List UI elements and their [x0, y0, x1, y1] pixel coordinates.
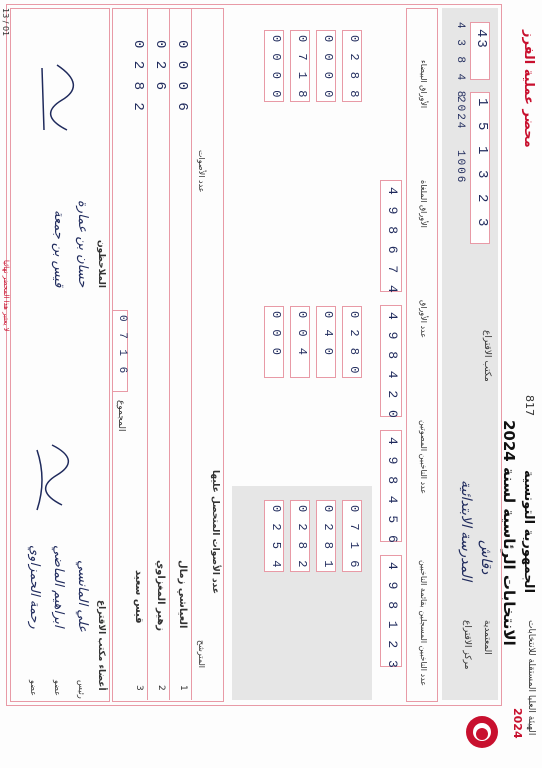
val-n: 0 2 5 4	[269, 505, 283, 570]
candidates-label: المترشح	[197, 640, 206, 668]
member-1-role: رئيس	[77, 680, 86, 699]
page-id: 13 / 01	[1, 8, 10, 37]
sub-header: الهيئة العليا المستقلة للانتخابات	[526, 620, 536, 736]
col-header-3: عدد الأوراق	[419, 300, 428, 339]
val-g: 0 7 1 6	[347, 505, 361, 570]
center-value: المدرسة الابتدائية	[458, 480, 474, 581]
val-i-box	[290, 500, 310, 572]
col-header-1: عدد الناخبين المسجلين بقائمة الناخبين	[419, 560, 428, 687]
candidate-1-num: 1	[178, 685, 188, 691]
voters-box	[380, 430, 402, 545]
val-b: 4 9 8 6 7 4	[385, 187, 400, 295]
delegation-value: دقاش	[478, 540, 494, 575]
code-id2: 1006	[454, 150, 466, 185]
col-header-4: الأوراق الملغاة	[419, 180, 428, 228]
registered-box	[380, 555, 402, 670]
val-e: 0 0 4	[295, 311, 309, 358]
member-3-name: رحمة الحمزاوي	[27, 545, 42, 629]
candidate-2-num: 2	[156, 685, 166, 691]
observer-2-name: قيس بن جمعة	[51, 210, 66, 288]
val-f: 0 0 0	[269, 311, 283, 358]
val-c-box	[342, 306, 362, 378]
candidate-1-votes: 0 0 0 6	[174, 40, 190, 113]
val-m: 0 0 0 0	[269, 35, 283, 100]
val-j-box	[342, 30, 362, 102]
election-title: الانتخابات الرئاسية لسنة 2024	[500, 420, 518, 646]
candidate-2-name: زهير المغزاوي	[155, 560, 166, 632]
country-title: الجمهورية التونسية	[521, 470, 536, 594]
code-id: 2024	[454, 96, 466, 131]
signature-observer-icon	[22, 60, 92, 140]
code-cell-6: 3	[474, 218, 490, 229]
val-b-box	[380, 180, 402, 295]
val-i: 0 2 8 2	[295, 505, 309, 570]
voters-value: 4 9 8 4 5 6	[385, 437, 400, 545]
val-c: 0 2 8 0	[347, 311, 361, 376]
val-l: 0 7 1 8	[295, 35, 309, 100]
col-header-5: الأوراق البيضاء	[419, 60, 428, 109]
total-box	[112, 310, 128, 392]
val-k-box	[316, 30, 336, 102]
total-value: 0 7 1 6	[116, 315, 128, 376]
val-a-box	[380, 305, 402, 420]
code-cell-3: 1	[474, 146, 490, 157]
col-header-2: عدد الناخبين المصوتين	[419, 420, 428, 495]
votes-title: عدد الأصوات المتحصل عليها	[210, 470, 220, 594]
code-cell-4: 3	[474, 170, 490, 181]
member-1-name: علي المانسي	[75, 560, 90, 633]
val-j: 0 2 8 8	[347, 35, 361, 100]
member-2-role: عضو	[53, 680, 62, 696]
candidate-1-name: العياشي زمال	[177, 560, 188, 629]
registered-value: 4 9 8 1 2 3	[385, 562, 400, 670]
observer-1-name: حسان بن عمارة	[75, 200, 90, 288]
val-h-box	[316, 500, 336, 572]
section-title: محضر عملية الفرز	[521, 30, 536, 148]
val-e-box	[290, 306, 310, 378]
code-cell-2: 5	[474, 122, 490, 133]
val-a: 4 9 8 4 2 0	[385, 312, 400, 420]
val-h: 0 2 8 1	[321, 505, 335, 570]
val-m-box	[264, 30, 284, 102]
office-label: مكتب الاقتراع	[482, 330, 492, 382]
footer-note: لا يعتبر هذا المحضر نهائيا	[2, 260, 10, 332]
member-3-role: عضو	[29, 680, 38, 696]
center-code: 43	[473, 29, 489, 50]
ref-digits: 4 3 8 4 8	[454, 22, 466, 100]
signature-member-icon	[22, 440, 92, 520]
observers-title: الملاحظون	[96, 240, 106, 288]
isie-logo-icon	[462, 712, 502, 752]
form-number: 817	[523, 395, 536, 416]
total-label: المجموع	[116, 400, 126, 432]
members-title: أعضاء مكتب الاقتراع	[96, 600, 106, 691]
candidate-3-votes: 0 2 8 2	[130, 40, 146, 113]
candidate-3-num: 3	[134, 685, 144, 691]
val-k: 0 0 0 0	[321, 35, 335, 100]
val-n-box	[264, 500, 284, 572]
candidate-2-votes: 0 2 6	[152, 40, 168, 93]
center-code-box	[470, 22, 490, 80]
isie-year: 2024	[511, 708, 524, 739]
code-cell-1: 1	[474, 98, 490, 109]
votes-label: عدد الأصوات	[197, 150, 206, 193]
val-g-box	[342, 500, 362, 572]
center-label: مركز الاقتراع	[462, 620, 472, 670]
candidate-3-name: قيس سعيد	[133, 570, 144, 624]
val-d-box	[316, 306, 336, 378]
val-l-box	[290, 30, 310, 102]
code-cell-5: 2	[474, 194, 490, 205]
delegation-label: المعتمدية	[482, 620, 492, 655]
val-f-box	[264, 306, 284, 378]
member-2-name: ابراهيم الماضي	[51, 545, 66, 628]
val-d: 0 4 0	[321, 311, 335, 358]
